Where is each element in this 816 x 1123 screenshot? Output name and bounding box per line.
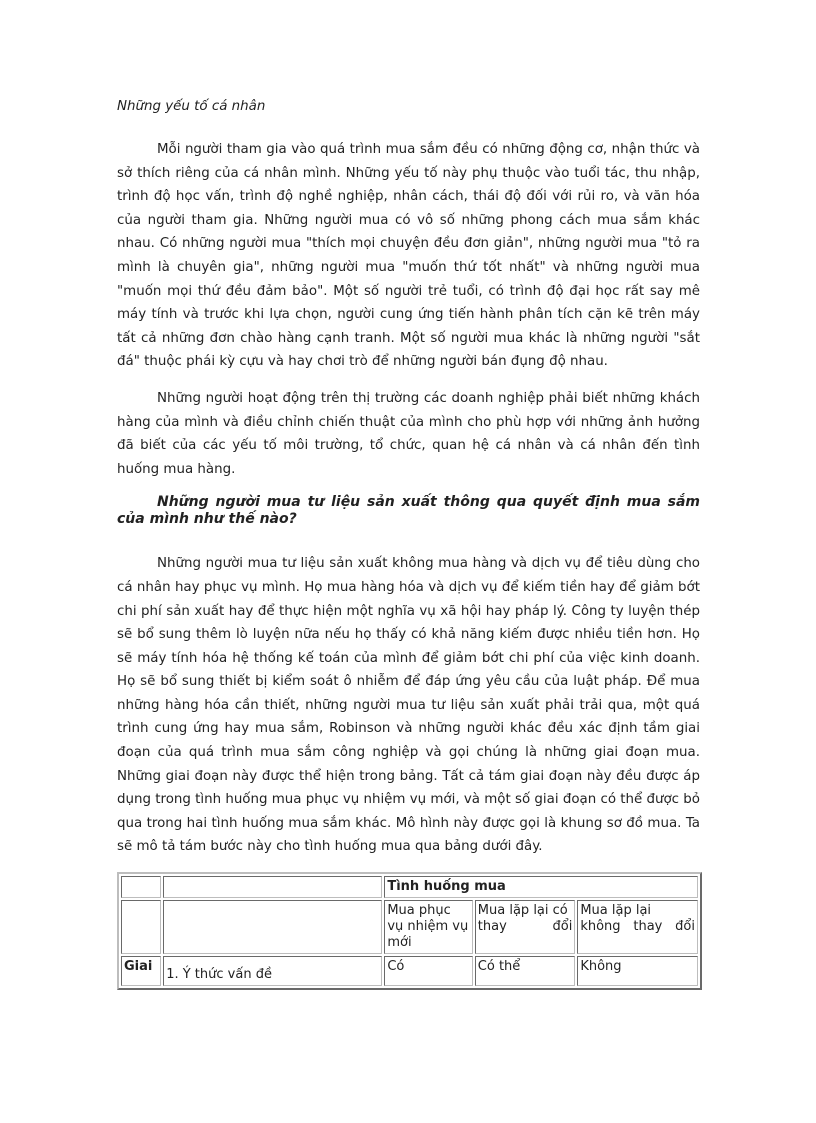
col-header-new-task: Mua phục vụ nhiệm vụ mới [384, 900, 472, 954]
col-header-straight-rebuy: Mua lặp lại không thay đổi [577, 900, 698, 954]
document-page [117, 98, 700, 990]
table-row [121, 956, 698, 986]
section-title: Những yếu tố cá nhân [117, 99, 266, 114]
empty-cell [163, 876, 382, 898]
empty-cell [121, 876, 161, 898]
stage-name: 1. Ý thức vấn đề [163, 956, 382, 986]
buying-stages-table [117, 872, 702, 990]
empty-cell [163, 900, 382, 954]
table-row [121, 900, 698, 954]
buying-situation-header: Tình huống mua [384, 876, 698, 898]
cell-straight-rebuy: Không [577, 956, 698, 986]
stage-row-label: Giai [121, 956, 161, 986]
cell-new-task: Có [384, 956, 472, 986]
col-header-modified-rebuy: Mua lặp lại có thay đổi [475, 900, 576, 954]
paragraph-marketers: Những người hoạt động trên thị trường các doanh nghiệp phải biết những khách hàng của mình và điều chỉnh chiến thuật của mình cho phù hợp với những ảnh hưởng đã biết của các yếu tố môi trường, tổ chức, quan hệ cá nhân và cá nhân đến tình huống mua hàng. [117, 390, 700, 477]
paragraph-personal-factors: Mỗi người tham gia vào quá trình mua sắm đều có những động cơ, nhận thức và sở thích riêng của cá nhân mình. Những yếu tố này phụ thuộc vào tuổi tác, thu nhập, trình độ học vấn, trình độ nghề nghiệp, nhân cách, thái độ đối với rủi ro, và văn hóa của người tham gia. Những người mua có vô số những phong cách mua sắm khác nhau. Có những người mua "thích mọi chuyện đều đơn giản", những người mua "tỏ ra mình là chuyên gia", những người mua "muốn thứ tốt nhất" và những người mua "muốn mọi thứ đều đảm bảo". Một số người trẻ tuổi, có trình độ đại học rất say mê máy tính và trước khi lựa chọn, người cung ứng tiến hành phân tích cặn kẽ trên máy tất cả những đơn chào hàng cạnh tranh. Một số người mua khác là những người "sắt đá" thuộc phái kỳ cựu và hay chơi trò để những người bán đụng độ nhau. [117, 142, 700, 370]
paragraph-industrial-buyers: Những người mua tư liệu sản xuất không mua hàng và dịch vụ để tiêu dùng cho cá nhân hay phục vụ mình. Họ mua hàng hóa và dịch vụ để kiếm tiền hay để giảm bớt chi phí sản xuất hay để thực hiện một nghĩa vụ xã hội hay pháp lý. Công ty luyện thép sẽ bổ sung thêm lò luyện nữa nếu họ thấy có khả năng kiếm được nhiều tiền hơn. Họ sẽ máy tính hóa hệ thống kế toán của mình để giảm bớt chi phí của việc kinh doanh. Họ sẽ bổ sung thiết bị kiểm soát ô nhiễm để đáp ứng yêu cầu của luật pháp. Để mua những hàng hóa cần thiết, những người mua tư liệu sản xuất phải trải qua, một quá trình cung ứng hay mua sắm, Robinson và những người khác đều xác định tầm giai đoạn của quá trình mua sắm công nghiệp và gọi chúng là những giai đoạn mua. Những giai đoạn này được thể hiện trong bảng. Tất cả tám giai đoạn này đều được áp dụng trong tình huống mua phục vụ nhiệm vụ mới, và một số giai đoạn có thể được bỏ qua trong hai tình huống mua sắm khác. Mô hình này được gọi là khung sơ đồ mua. Ta sẽ mô tả tám bước này cho tình huống mua qua bảng dưới đây. [117, 556, 700, 855]
empty-cell [121, 900, 161, 954]
cell-modified-rebuy: Có thể [475, 956, 576, 986]
subheading-buying-decisions: Những người mua tư liệu sản xuất thông qua quyết định mua sắm của mình như thế nào? [117, 494, 700, 528]
table-row [121, 876, 698, 898]
